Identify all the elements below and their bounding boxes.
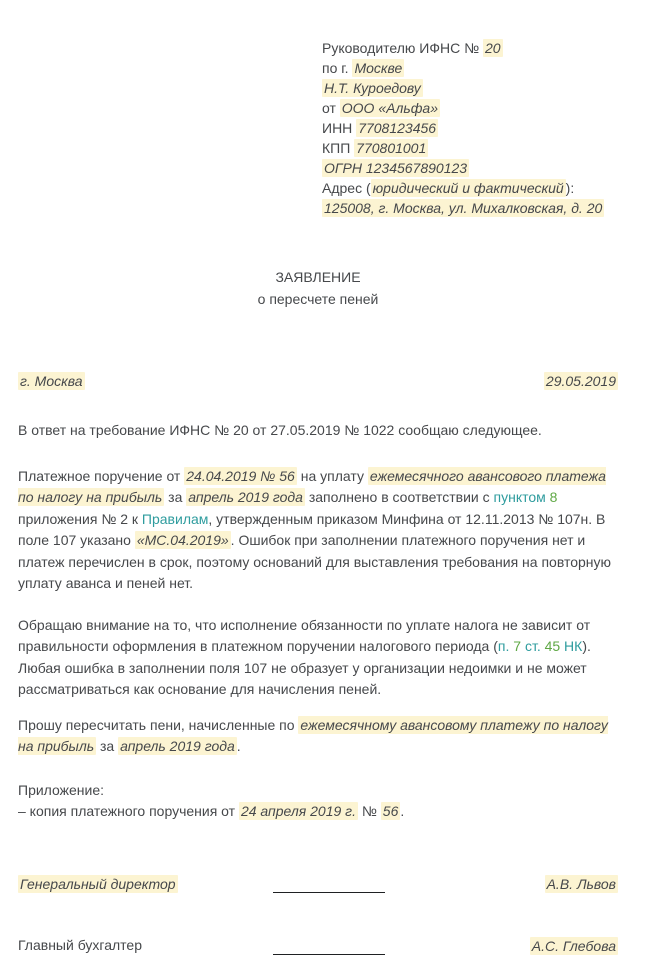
city-prefix-label: по г. <box>322 60 353 76</box>
document-subtitle: о пересчете пеней <box>257 291 379 307</box>
p1-text: за <box>164 489 187 505</box>
attachment-label: Приложение: <box>18 781 105 798</box>
inn-label: ИНН <box>322 120 357 136</box>
link-punkt-7-number[interactable]: 7 <box>513 638 522 654</box>
attachment-number-value: 56 <box>382 803 399 819</box>
address-value: 125008, г. Москва, ул. Михалковская, д. 20 <box>324 200 603 216</box>
sender-company-value: ООО «Альфа» <box>341 100 438 116</box>
authority-number-value: 20 <box>485 40 501 56</box>
attachment-text: № <box>357 803 381 819</box>
sender-line <box>322 98 618 118</box>
kpp-value: 770801001 <box>356 140 427 156</box>
payment-type-value: ежемесячного авансового платежа по налогу на прибыль <box>18 467 606 505</box>
link-statya-number[interactable]: 45 <box>544 638 561 654</box>
body-paragraph-2 <box>18 615 618 701</box>
meta-row <box>18 372 618 390</box>
recalc-period-value: апрель 2019 года <box>120 738 235 754</box>
recipient-line-city <box>322 58 618 78</box>
kpp-label: КПП <box>322 140 355 156</box>
document-date: 29.05.2019 <box>545 373 616 389</box>
authority-label: Руководителю ИФНС № <box>322 40 484 56</box>
recipient-name-line <box>322 78 618 98</box>
p1-text: приложения № 2 к <box>18 510 142 527</box>
link-punkt[interactable]: пунктом <box>493 489 550 505</box>
field-107-value: «МС.04.2019» <box>136 532 229 548</box>
address-value-line <box>322 198 618 218</box>
signature-line <box>273 937 385 955</box>
signature-line <box>273 875 385 893</box>
p3-text: за <box>96 738 119 754</box>
address-label-pre: Адрес ( <box>322 180 371 196</box>
position-title-accountant: Главный бухгалтер <box>18 936 142 953</box>
p3-text: Прошу пересчитать пени, начисленные по <box>18 716 299 733</box>
attachment-block <box>18 780 618 823</box>
city-value: Москве <box>354 60 403 76</box>
address-label-post: ): <box>565 180 575 196</box>
link-punkt-7-label[interactable]: п. <box>497 638 514 654</box>
sender-prefix-label: от <box>322 100 340 116</box>
p1-text: на уплату <box>296 467 368 484</box>
intro-paragraph: В ответ на требование ИФНС № 20 от 27.05.2019 № 1022 сообщаю следующее. <box>18 422 542 438</box>
payment-period-value: апрель 2019 года <box>188 489 303 505</box>
position-title-director: Генеральный директор <box>20 875 176 892</box>
link-punkt-number[interactable]: 8 <box>549 489 558 505</box>
link-pravila[interactable]: Правилам <box>141 510 209 527</box>
document-title: ЗАЯВЛЕНИЕ <box>275 269 361 285</box>
p2-text: Обращаю внимание на то, что исполнение обязанности по уплате налога не зависит от правильности оформления в платежном поручении налогового периода ( <box>18 616 591 654</box>
title-block <box>18 266 618 310</box>
address-kind-value: юридический и фактический <box>372 180 564 196</box>
document-city: г. Москва <box>20 373 83 389</box>
recipient-header <box>322 38 618 218</box>
p1-text: , утвержденным приказом Минфина от 12.11.2013 № 107н. В поле 107 указано <box>18 510 606 548</box>
recipient-line-authority <box>322 38 618 58</box>
p1-text: заполнено в соответствии с <box>304 489 494 505</box>
inn-line <box>322 118 618 138</box>
body-paragraph-3 <box>18 715 618 758</box>
p1-text: . Ошибок при заполнении платежного поручения нет и платеж перечислен в срок, поэтому оснований для выставления требования на повторную уплату аванса и пеней нет. <box>18 532 612 591</box>
signature-row-director <box>18 875 618 899</box>
p1-text: Платежное поручение от <box>18 467 185 484</box>
link-statya-label[interactable]: ст. <box>521 638 545 654</box>
p3-text: . <box>236 738 241 754</box>
payment-order-date-number-value: 24.04.2019 № 56 <box>186 467 295 484</box>
ogrn-value: ОГРН 1234567890123 <box>324 160 468 176</box>
recipient-name-value: Н.Т. Куроедову <box>324 80 421 96</box>
p2-text: ). Любая ошибка в заполнении поля 107 не образует у организации недоимки и не может рассматриваться как основание для начисления пеней. <box>18 638 591 697</box>
signature-row-accountant <box>18 937 618 961</box>
ogrn-line <box>322 158 618 178</box>
signatory-name-director: А.В. Львов <box>546 875 616 892</box>
attachment-text: – копия платежного поручения от <box>18 803 239 819</box>
inn-value: 7708123456 <box>358 120 437 136</box>
recalc-payment-type-value: ежемесячному авансовому платежу по налогу на прибыль <box>18 716 608 754</box>
attachment-date-value: 24 апреля 2019 г. <box>240 803 356 819</box>
signatory-name-accountant: А.С. Глебова <box>531 937 616 954</box>
attachment-text: . <box>400 803 405 819</box>
kpp-line <box>322 138 618 158</box>
attachment-item <box>18 801 618 823</box>
body-paragraph-1 <box>18 466 618 595</box>
address-label-line <box>322 178 618 198</box>
link-nk-label[interactable]: НК <box>560 638 583 654</box>
